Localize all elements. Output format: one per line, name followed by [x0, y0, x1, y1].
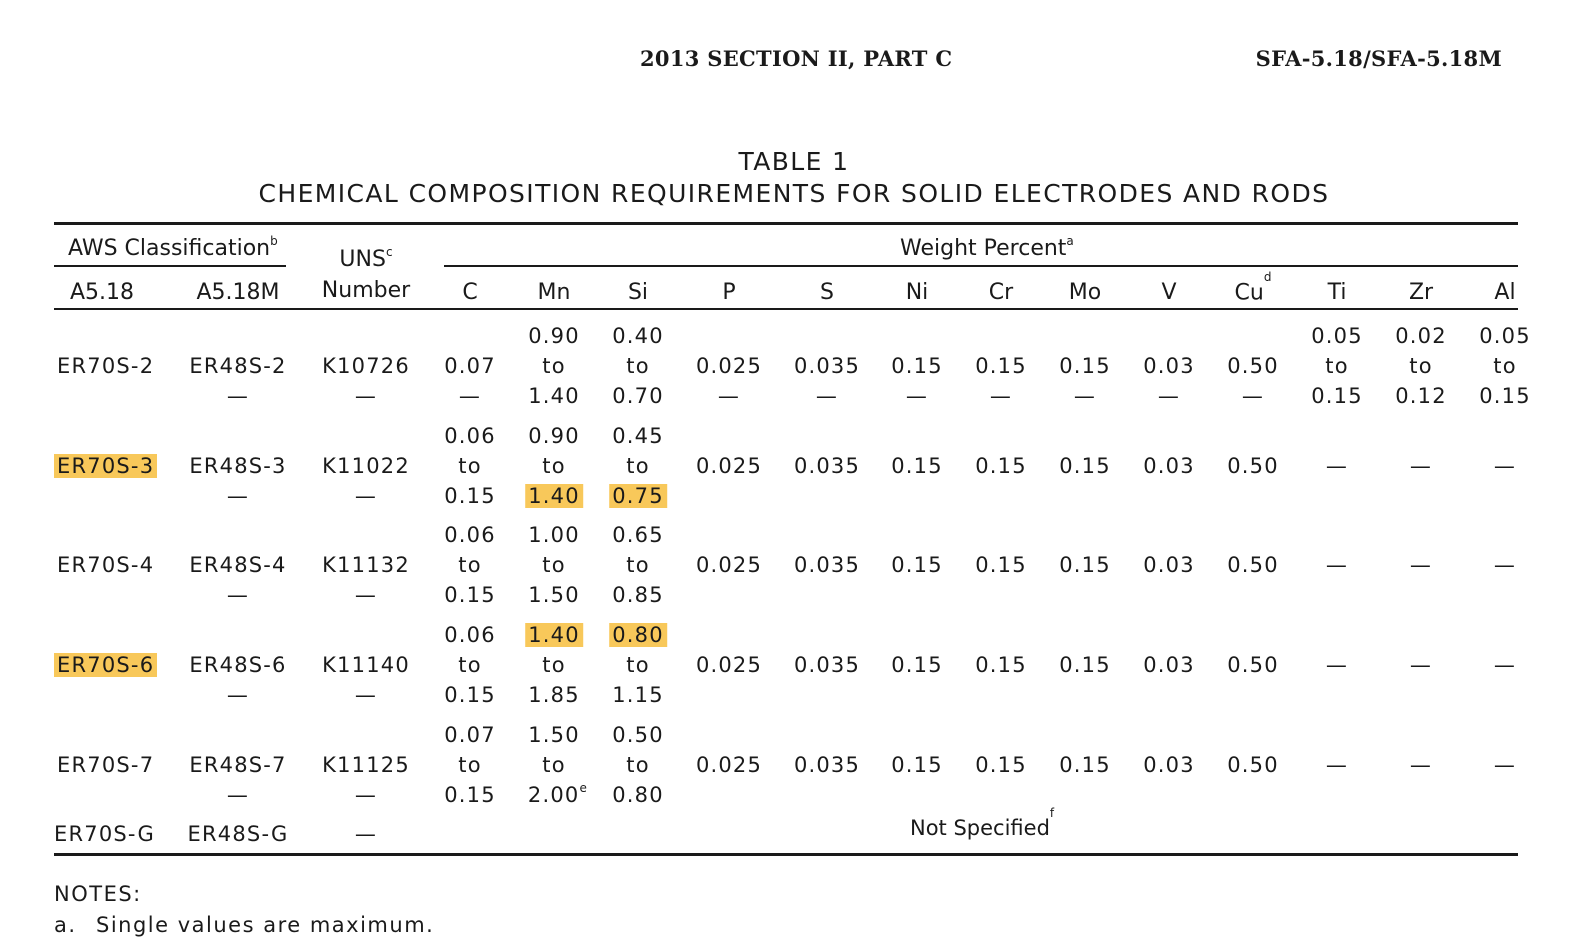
cell-c: —	[458, 384, 482, 408]
cell-mo: 0.15	[1059, 553, 1111, 577]
cell-uns: K10726	[322, 354, 410, 378]
cell-c: to	[458, 753, 482, 777]
cell-mn	[525, 622, 583, 648]
cell-ti: —	[1325, 553, 1349, 577]
cell-a518: ER70S-2	[57, 354, 155, 378]
cell-a518m-dash: —	[226, 484, 250, 508]
cell-a518m: ER48S-2	[189, 354, 287, 378]
cell-c: 0.06	[444, 424, 496, 448]
col-header-ti: Ti	[1327, 280, 1347, 305]
cell-cr: 0.15	[975, 653, 1027, 677]
col-header-v: V	[1161, 280, 1177, 305]
cell-a518m-dash: —	[226, 583, 250, 607]
cell-ti: to	[1325, 354, 1349, 378]
cell-mn: to	[542, 553, 566, 577]
cell-mo: 0.15	[1059, 753, 1111, 777]
aws-classification-header: AWS Classification$^b$	[68, 234, 278, 261]
cell-zr: 0.12	[1395, 384, 1447, 408]
cell-si: to	[626, 354, 650, 378]
cell-p: 0.025	[695, 553, 763, 577]
cell-c: to	[458, 553, 482, 577]
table-top-rule	[54, 222, 1518, 225]
col-header-mn: Mn	[537, 280, 571, 305]
col-header-p: P	[722, 280, 736, 305]
note-item	[54, 913, 434, 937]
cell-mn: to	[542, 653, 566, 677]
cell-c: 0.15	[444, 683, 496, 707]
cell-si: to	[626, 753, 650, 777]
cell-al: to	[1493, 354, 1517, 378]
uns-header: UNS$^c$	[339, 245, 393, 272]
cell-a518m: ER48S-6	[189, 653, 287, 677]
cell-mn: 0.90	[528, 324, 580, 348]
cell-c: 0.15	[444, 583, 496, 607]
aws-group-rule	[54, 265, 286, 267]
cell-c: to	[458, 653, 482, 677]
col-header-cu: Cu$^d$	[1234, 270, 1272, 306]
cell-a518: ER70S-7	[57, 753, 155, 777]
highlight: 0.80	[609, 623, 667, 647]
weight-percent-header: Weight Percent$^a$	[900, 234, 1074, 261]
uns-number-header: Number	[321, 278, 411, 303]
cell-zr: —	[1409, 653, 1433, 677]
highlight: 0.75	[609, 484, 667, 508]
cell-p: 0.025	[695, 753, 763, 777]
cell-cu: —	[1241, 384, 1265, 408]
cell-s: 0.035	[793, 753, 861, 777]
col-header-c: C	[462, 280, 478, 305]
cell-zr: to	[1409, 354, 1433, 378]
cell-s: 0.035	[793, 454, 861, 478]
cell-al: —	[1493, 454, 1517, 478]
cell-a518m: ER48S-7	[189, 753, 287, 777]
cell-a518m-dash: —	[226, 783, 250, 807]
cell-c: 0.06	[444, 623, 496, 647]
cell-uns-dash: —	[354, 683, 378, 707]
cell-uns-dash: —	[354, 783, 378, 807]
col-header-ni: Ni	[905, 280, 929, 305]
table-number: TABLE 1	[738, 147, 850, 176]
col-header-mo: Mo	[1068, 280, 1102, 305]
cell-a518m-dash: —	[226, 384, 250, 408]
col-header-zr: Zr	[1408, 280, 1434, 305]
cell-ti: 0.15	[1311, 384, 1363, 408]
cell-c: 0.07	[444, 723, 496, 747]
note-label: a.	[54, 913, 77, 937]
cell-uns: K11140	[322, 653, 410, 677]
cell-mn: 1.50	[528, 583, 580, 607]
cell-cu: 0.50	[1227, 753, 1279, 777]
highlight: 1.40	[525, 484, 583, 508]
note-text: Single values are maximum.	[96, 913, 435, 937]
cell-p: 0.025	[695, 454, 763, 478]
cell-ni: 0.15	[891, 454, 943, 478]
col-header-s: S	[820, 280, 834, 305]
highlight: 1.40	[525, 623, 583, 647]
cell-ni: 0.15	[891, 653, 943, 677]
cell-uns: K11132	[322, 553, 410, 577]
cell-si: 0.85	[612, 583, 664, 607]
cell-a518: ER70S-4	[57, 553, 155, 577]
cell-cu: 0.50	[1227, 653, 1279, 677]
cell-ti: 0.05	[1311, 324, 1363, 348]
cell-v: 0.03	[1143, 454, 1195, 478]
cell-a518m: ER48S-G	[187, 822, 289, 846]
cell-cr: 0.15	[975, 753, 1027, 777]
cell-si: 0.45	[612, 424, 664, 448]
cell-ti: —	[1325, 454, 1349, 478]
cell-mn: to	[542, 354, 566, 378]
header-bottom-rule	[54, 308, 1518, 310]
cell-v: 0.03	[1143, 753, 1195, 777]
not-specified-note: Not Specified$^f$	[910, 806, 1055, 840]
cell-si: 0.80	[612, 783, 664, 807]
cell-c: 0.06	[444, 523, 496, 547]
cell-s: —	[815, 384, 839, 408]
cell-p: —	[717, 384, 741, 408]
highlight: ER70S-6	[54, 653, 157, 677]
cell-a518m-dash: —	[226, 683, 250, 707]
cell-c: to	[458, 454, 482, 478]
notes-heading: NOTES:	[54, 882, 142, 906]
cell-ni: 0.15	[891, 354, 943, 378]
cell-v: 0.03	[1143, 553, 1195, 577]
cell-uns: —	[354, 822, 378, 846]
cell-ni: 0.15	[891, 553, 943, 577]
cell-v: 0.03	[1143, 354, 1195, 378]
cell-v: —	[1157, 384, 1181, 408]
cell-mo: 0.15	[1059, 454, 1111, 478]
cell-cu: 0.50	[1227, 354, 1279, 378]
cell-si: 0.65	[612, 523, 664, 547]
cell-mn: 1.85	[528, 683, 580, 707]
col-header-a518m: A5.18M	[196, 280, 280, 305]
cell-mn: 2.00e	[527, 781, 589, 807]
cell-si: to	[626, 653, 650, 677]
cell-si: to	[626, 553, 650, 577]
table-bottom-rule	[54, 853, 1518, 856]
cell-si: 0.50	[612, 723, 664, 747]
cell-uns-dash: —	[354, 583, 378, 607]
cell-a518	[54, 652, 157, 678]
cell-cu: 0.50	[1227, 553, 1279, 577]
cell-uns: K11022	[322, 454, 410, 478]
cell-mo: 0.15	[1059, 354, 1111, 378]
cell-mn: to	[542, 454, 566, 478]
cell-c: 0.15	[444, 783, 496, 807]
table-title: CHEMICAL COMPOSITION REQUIREMENTS FOR SOLID ELECTRODES AND RODS	[258, 179, 1330, 208]
cell-cr: 0.15	[975, 354, 1027, 378]
cell-uns-dash: —	[354, 484, 378, 508]
cell-a518	[54, 453, 157, 479]
cell-al: 0.05	[1479, 324, 1531, 348]
cell-ni: 0.15	[891, 753, 943, 777]
cell-cr: —	[989, 384, 1013, 408]
cell-cr: 0.15	[975, 454, 1027, 478]
cell-ni: —	[905, 384, 929, 408]
cell-ti: —	[1325, 753, 1349, 777]
cell-a518: ER70S-G	[54, 822, 155, 846]
cell-si: to	[626, 454, 650, 478]
cell-al: —	[1493, 753, 1517, 777]
cell-mo: 0.15	[1059, 653, 1111, 677]
cell-zr: —	[1409, 553, 1433, 577]
cell-a518m: ER48S-4	[189, 553, 287, 577]
col-header-si: Si	[627, 280, 649, 305]
cell-zr: —	[1409, 454, 1433, 478]
cell-mn	[525, 483, 583, 509]
col-header-a518: A5.18	[69, 280, 135, 305]
cell-s: 0.035	[793, 653, 861, 677]
cell-si: 0.70	[612, 384, 664, 408]
cell-mn: to	[542, 753, 566, 777]
cell-a518m: ER48S-3	[189, 454, 287, 478]
running-header-spec: SFA-5.18/SFA-5.18M	[1255, 46, 1502, 71]
cell-si	[609, 483, 667, 509]
cell-p: 0.025	[695, 653, 763, 677]
cell-mn: 1.50	[528, 723, 580, 747]
cell-v: 0.03	[1143, 653, 1195, 677]
cell-mn: 1.00	[528, 523, 580, 547]
cell-uns-dash: —	[354, 384, 378, 408]
weight-group-rule	[444, 265, 1518, 267]
col-header-cr: Cr	[988, 280, 1014, 305]
cell-cu: 0.50	[1227, 454, 1279, 478]
col-header-al: Al	[1494, 280, 1516, 305]
cell-c: 0.07	[444, 354, 496, 378]
cell-si: 1.15	[612, 683, 664, 707]
cell-cr: 0.15	[975, 553, 1027, 577]
cell-p: 0.025	[695, 354, 763, 378]
cell-si	[609, 622, 667, 648]
running-header-section: 2013 SECTION II, PART C	[640, 46, 953, 71]
cell-mn: 0.90	[528, 424, 580, 448]
cell-zr: —	[1409, 753, 1433, 777]
highlight: ER70S-3	[54, 454, 157, 478]
cell-ti: —	[1325, 653, 1349, 677]
cell-c: 0.15	[444, 484, 496, 508]
cell-s: 0.035	[793, 553, 861, 577]
cell-uns: K11125	[322, 753, 410, 777]
cell-mn: 1.40	[528, 384, 580, 408]
cell-al: 0.15	[1479, 384, 1531, 408]
cell-mo: —	[1073, 384, 1097, 408]
cell-si: 0.40	[612, 324, 664, 348]
cell-zr: 0.02	[1395, 324, 1447, 348]
cell-s: 0.035	[793, 354, 861, 378]
cell-al: —	[1493, 553, 1517, 577]
cell-al: —	[1493, 653, 1517, 677]
